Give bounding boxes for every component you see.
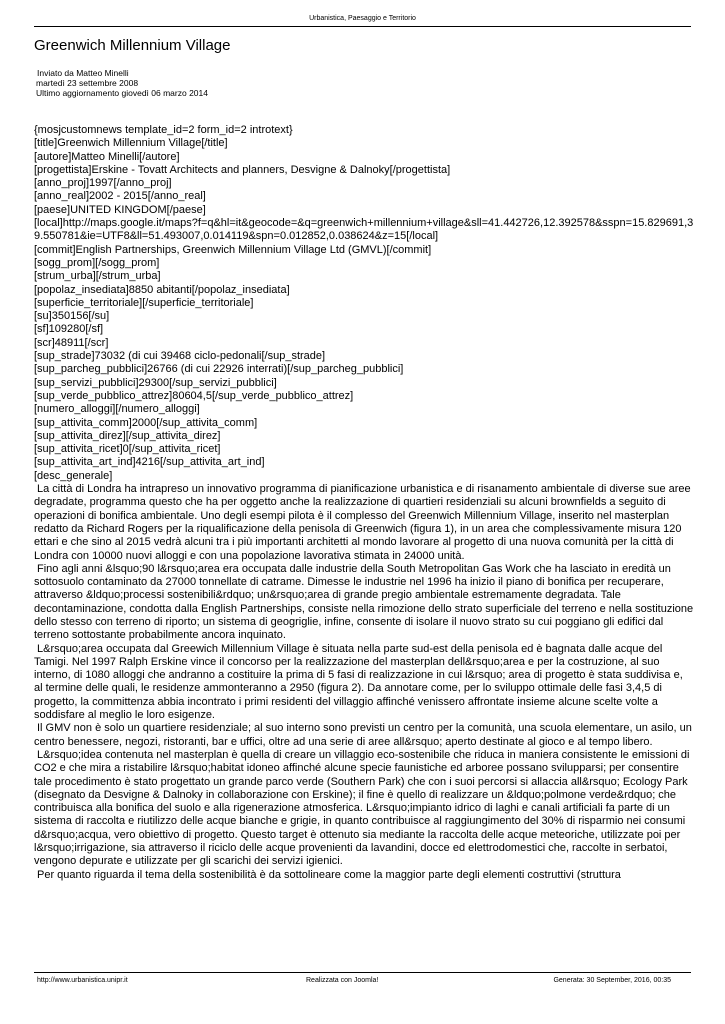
tag-line: [numero_alloggi][/numero_alloggi]	[34, 403, 200, 416]
tag-line: [scr]48911[/scr]	[34, 336, 109, 349]
tag-line-local: [local]http://maps.google.it/maps?f=q&hl=it&geocode=&q=greenwich+millennium+village&sll=41.442726,12.392578&sspn=15.829691,39.550781&ie=UTF8&ll=51.493007,0.014119&spn=0.012852,0.038624&z=15[/local]	[34, 217, 694, 243]
tag-line: [sup_servizi_pubblici]29300[/sup_servizi_pubblici]	[34, 376, 277, 389]
tag-line: [superficie_territoriale][/superficie_territoriale]	[34, 296, 254, 309]
footer-rule	[34, 972, 691, 973]
tag-line: [popolaz_insediata]8850 abitanti[/popolaz_insediata]	[34, 283, 290, 296]
tag-line: [anno_proj]1997[/anno_proj]	[34, 177, 172, 190]
tag-line: [sup_attivita_direz][/sup_attivita_direz]	[34, 429, 221, 442]
tag-line: [commit]English Partnerships, Greenwich Millennium Village Ltd (GMVL)[/commit]	[34, 243, 432, 256]
tag-line: [strum_urba][/strum_urba]	[34, 270, 161, 283]
footer-site-link[interactable]: http://www.urbanistica.unipr.it	[37, 977, 128, 984]
body-paragraph: La città di Londra ha intrapreso un innovativo programma di pianificazione urbanistica e di risanamento ambientale di diverse sue aree degradate, programma questo che ha per oggetto anche la realizzazione di quartieri residenziali su alcuni brownfields a seguito di operazioni di bonifica ambientale. Uno degli esempi pilota è il complesso del Greenwich Millennium Village, inserito nel masterplan redatto da Richard Rogers per la riqualificazione della penisola di Greenwich (figura 1), in un area che complessivamente misura 120 ettari e che sino al 2015 vedrà alcuni tra i più importanti architetti al mondo lavorare al progetto di una nuova comunità per la città di Londra con 10000 nuovi alloggi e con una popolazione lavorativa stimata in 24000 unità.	[34, 483, 691, 562]
body-paragraph: L&rsquo;area occupata dal Greewich Millennium Village è situata nella parte sud-est della penisola ed è bagnata dalle acque del Tamigi. Nel 1997 Ralph Erskine vince il concorso per la realizzazione del masterplan dell&rsquo;area e per la costruzione, al suo interno, di 1080 alloggi che andranno a costituire la prima di 5 fasi di realizzazione in cui l&rsquo; area di progetto è stata suddivisa e, al termine delle quali, le residenze ammonteranno a 2950 (figura 2). Da annotare come, per lo sviluppo ottimale delle fasi 3,4,5 di progetto, la committenza abbia incontrato i primi residenti del villaggio affinché venissero affrontate insieme alcune scelte volte a soddisfare al meglio le loro esigenze.	[34, 642, 683, 722]
tag-line: [sup_attivita_ricet]0[/sup_attivita_ricet]	[34, 443, 221, 456]
body-paragraph: L&rsquo;idea contenuta nel masterplan è quella di creare un villaggio eco-sostenibile che riduca in maniera consistente le emissioni di CO2 e che mira a ristabilire l&rsquo;habitat idoneo affinché alcune specie faunistiche ed arboree possano svilupparsi; per consentire tale procedimento è stato progettato un grande parco verde (Southern Park) che con i suoi percorsi si allaccia all&rsquo; Ecology Park (disegnato da Desvigne & Dalnoky in collaborazione con Erskine); il fine è quello di realizzare un &ldquo;polmone verde&rdquo; che contribuisca alla bonifica del suolo e alla rigenerazione atmosferica. L&rsquo;impianto idrico di laghi e canali artificiali fa parte di un sistema di raccolta e riutilizzo delle acque bianche e grigie, in quanto contribuisce al raggiungimento del 30% di risparmio nei consumi d&rsquo;acqua, vero obiettivo di progetto. Questo target è ottenuto sia mediante la raccolta delle acque meteoriche, utilizzate poi per l&rsquo;irrigazione, sia attraverso il riciclo delle acque provenienti da lavandini, docce ed elettrodomestici che, raccolte in serbatoi, vengono depurate e utilizzate per gli scarichi dei servizi igienici.	[34, 748, 690, 868]
article-body	[34, 124, 694, 882]
tag-line: [su]350156[/su]	[34, 310, 110, 323]
running-header: Urbanistica, Paesaggio e Territorio	[309, 15, 416, 22]
body-paragraph: Fino agli anni &lsquo;90 l&rsquo;area era occupata dalle industrie della South Metropolitan Gas Work che ha lasciato in eredità un sottosuolo contaminato da 27000 tonnellate di catrame. Dimesse le industrie nel 1996 ha inizio il piano di bonifica per recuperare, attraverso &ldquo;processi sostenibili&rdquo; un&rsquo;area di grande pregio ambientale estremamente degradata. Tale decontaminazione, condotta dalla English Partnerships, consiste nella rimozione dello strato superficiale del terreno e nella sostituzione dello stesso con terreno di riporto; un sistema di geogriglie, infine, consente di isolare il nuovo strato su cui poggiano gli edifici dal terreno sottostante probabilmente ancora inquinato.	[34, 562, 694, 642]
tag-line: [anno_real]2002 - 2015[/anno_real]	[34, 190, 206, 203]
tag-line: [sup_parcheg_pubblici]26766 (di cui 22926 interrati)[/sup_parcheg_pubblici]	[34, 363, 404, 376]
updated-line: Ultimo aggiornamento giovedì 06 marzo 2014	[36, 88, 208, 98]
tag-line: [autore]Matteo Minelli[/autore]	[34, 150, 180, 163]
tag-line: [desc_generale]	[34, 469, 113, 482]
header-rule	[34, 26, 691, 27]
tag-line: {mosjcustomnews template_id=2 form_id=2 introtext}	[34, 124, 293, 136]
tag-line: [title]Greenwich Millennium Village[/title]	[34, 137, 228, 150]
tag-line: [sup_verde_pubblico_attrez]80604,5[/sup_verde_pubblico_attrez]	[34, 389, 354, 402]
footer-made-with: Realizzata con Joomla!	[306, 977, 379, 984]
tag-line: [sup_attivita_comm]2000[/sup_attivita_comm]	[34, 416, 258, 429]
tag-line: [sup_attivita_art_ind]4216[/sup_attivita_art_ind]	[34, 456, 265, 469]
tag-line: [sup_strade]73032 (di cui 39468 ciclo-pedonali[/sup_strade]	[34, 350, 326, 363]
tag-line: [sf]109280[/sf]	[34, 323, 104, 336]
body-paragraph: Per quanto riguarda il tema della sostenibilità è da sottolineare come la maggior parte degli elementi costruttivi (struttura	[37, 868, 621, 881]
tag-line: [progettista]Erskine - Tovatt Architects and planners, Desvigne & Dalnoky[/progettista]	[34, 163, 451, 176]
footer-generated-date: Generata: 30 September, 2016, 00:35	[553, 977, 671, 984]
article-meta	[36, 68, 208, 98]
article-title: Greenwich Millennium Village	[34, 37, 231, 54]
tag-line: [sogg_prom][/sogg_prom]	[34, 256, 160, 269]
date-line: martedì 23 settembre 2008	[36, 78, 139, 88]
tag-line: [paese]UNITED KINGDOM[/paese]	[34, 203, 206, 216]
body-paragraph: Il GMV non è solo un quartiere residenziale; al suo interno sono previsti un centro per la comunità, una scuola elementare, un asilo, un centro benessere, negozi, ristoranti, bar e uffici, oltre ad una serie di aree all&rsquo; aperto destinate al gioco e al tempo libero.	[34, 722, 692, 748]
author-line: Inviato da Matteo Minelli	[37, 68, 129, 78]
